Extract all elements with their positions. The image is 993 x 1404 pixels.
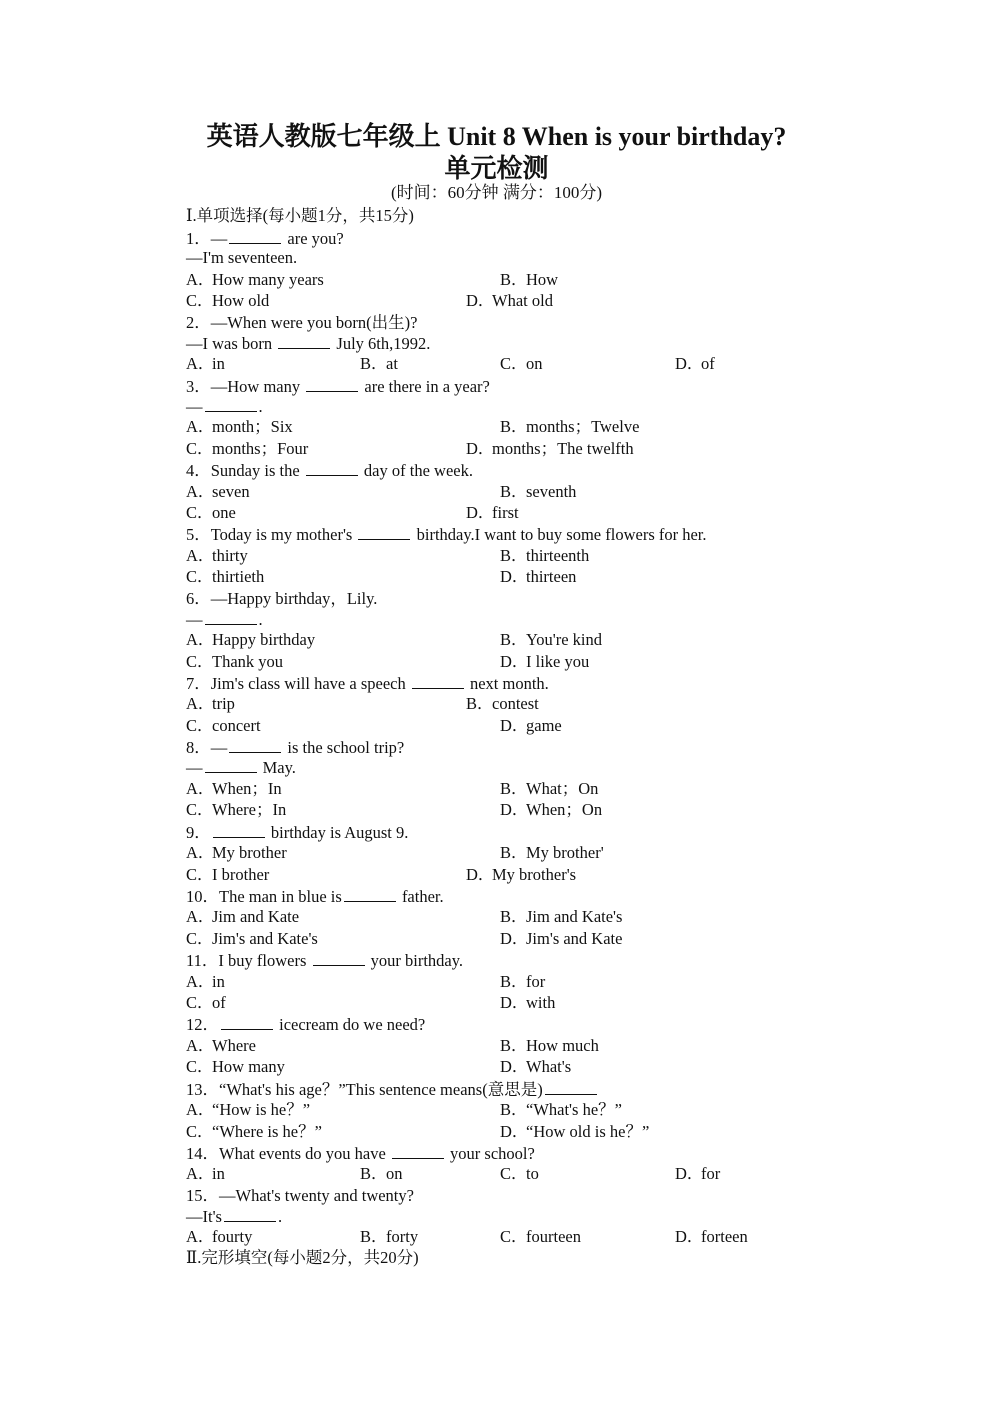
option-14b [360,1164,403,1184]
option-5a [186,546,248,566]
exam-info: (时间：60分钟 满分：100分) [390,183,603,202]
option-5b [500,546,589,566]
option-text: “How is he？” [212,1100,311,1119]
option-letter: A． [186,843,215,862]
option-letter: B． [500,630,528,649]
option-9b [500,843,604,863]
option-14d [675,1164,720,1184]
option-text: on [386,1164,403,1183]
option-3d [466,439,634,459]
question-2-line-2 [186,333,430,354]
question-text: — [186,610,203,629]
answer-blank [278,333,330,349]
option-7b [466,694,539,714]
answer-blank [229,737,281,753]
question-text: 9． [186,823,211,842]
option-letter: B． [360,1164,388,1183]
option-text: of [701,354,715,373]
option-text: Jim's and Kate's [212,929,318,948]
option-3b [500,417,639,437]
option-letter: C． [186,865,214,884]
option-text: thirty [212,546,248,565]
question-text: May. [258,758,296,777]
option-6a [186,630,315,650]
option-text: I like you [526,652,590,671]
answer-blank [313,950,365,966]
option-9a [186,843,287,863]
option-7a [186,694,235,714]
option-text: Jim's and Kate [526,929,623,948]
option-letter: B． [360,1227,388,1246]
question-text: 14．What events do you have [186,1144,390,1163]
option-text: Where [212,1036,256,1055]
option-text: contest [492,694,539,713]
question-text: father. [397,887,444,906]
option-8a [186,779,282,799]
question-text: — [186,397,203,416]
page-subtitle-title: 单元检测 [444,154,549,183]
option-6d [500,652,589,672]
option-letter: D． [675,354,704,373]
option-letter: A． [186,1164,215,1183]
question-text: —I was born [186,334,277,353]
option-text: When；On [526,800,603,819]
option-1b [500,270,558,290]
option-letter: D． [500,929,529,948]
question-11 [186,950,463,971]
question-text: 10．The man in blue is [186,887,342,906]
answer-blank [229,228,281,244]
option-7c [186,716,261,736]
option-letter: B． [500,779,528,798]
option-2a [186,354,225,374]
option-letter: B． [466,694,494,713]
question-9 [186,822,408,843]
option-letter: A． [186,779,215,798]
option-text: in [212,972,225,991]
option-text: How much [526,1036,599,1055]
option-12d [500,1057,571,1077]
option-1c [186,291,269,311]
answer-blank [412,673,464,689]
option-3c [186,439,308,459]
option-letter: C． [186,567,214,586]
option-9d [466,865,576,885]
option-letter: C． [186,291,214,310]
option-letter: C． [186,1057,214,1076]
option-letter: B． [500,1036,528,1055]
option-text: Jim and Kate [212,907,300,926]
answer-blank [344,886,396,902]
option-letter: C． [500,354,528,373]
option-15b [360,1227,418,1247]
question-text: —It's [186,1207,222,1226]
option-15d [675,1227,748,1247]
option-11a [186,972,225,992]
option-letter: C． [500,1164,528,1183]
option-1d [466,291,553,311]
question-6: 6．—Happy birthday，Lily. [186,589,378,608]
question-text: icecream do we need? [275,1015,426,1034]
option-letter: D． [500,1057,529,1076]
option-4d [466,503,519,523]
option-letter: C． [186,716,214,735]
option-letter: D． [500,716,529,735]
option-text: forty [386,1227,419,1246]
section-heading-2: Ⅱ.完形填空(每小题2分，共20分) [186,1248,419,1267]
option-letter: B． [500,907,528,926]
option-text: My brother [212,843,287,862]
question-text: your birthday. [366,951,464,970]
option-letter: C． [186,1122,214,1141]
option-text: at [386,354,398,373]
option-letter: C． [186,800,214,819]
option-3a [186,417,293,437]
question-15-line-2 [186,1206,282,1227]
option-text: for [526,972,546,991]
answer-blank [205,396,257,412]
option-8b [500,779,598,799]
option-letter: D． [500,567,529,586]
option-letter: A． [186,354,215,373]
answer-blank [358,524,410,540]
option-text: for [701,1164,721,1183]
option-12c [186,1057,285,1077]
question-text: — [186,758,203,777]
option-text: My brother's [492,865,577,884]
question-13 [186,1079,599,1100]
option-text: thirteen [526,567,577,586]
option-letter: A． [186,417,215,436]
option-text: Jim and Kate's [526,907,623,926]
option-letter: C． [500,1227,528,1246]
option-letter: A． [186,694,215,713]
question-2: 2．—When were you born(出生)? [186,313,418,332]
option-letter: D． [466,291,495,310]
question-text: . [258,610,263,629]
answer-blank [392,1143,444,1159]
option-letter: A． [186,1227,215,1246]
option-letter: A． [186,907,215,926]
answer-blank [213,822,265,838]
option-letter: C． [186,503,214,522]
question-text: birthday is August 9. [266,823,409,842]
option-letter: C． [186,993,214,1012]
option-13a [186,1100,310,1120]
question-text: 4．Sunday is the [186,461,304,480]
option-letter: D． [500,993,529,1012]
option-15a [186,1227,252,1247]
option-letter: C． [186,929,214,948]
question-3-line-2 [186,396,263,417]
option-text: seventh [526,482,577,501]
option-text: “What's he？” [526,1100,622,1119]
option-letter: B． [500,843,528,862]
option-text: months；Four [212,439,309,458]
option-12b [500,1036,599,1056]
option-text: months；Twelve [526,417,640,436]
option-letter: D． [500,800,529,819]
answer-blank [205,609,257,625]
question-text: 5．Today is my mother's [186,525,357,544]
option-text: thirtieth [212,567,265,586]
option-2d [675,354,715,374]
option-text: concert [212,716,261,735]
option-letter: D． [466,503,495,522]
answer-blank [205,757,257,773]
option-text: fourty [212,1227,253,1246]
option-text: with [526,993,556,1012]
question-text: birthday.I want to buy some flowers for her. [412,525,707,544]
question-text: next month. [465,674,549,693]
option-text: Where；In [212,800,287,819]
option-letter: B． [360,354,388,373]
option-text: trip [212,694,235,713]
answer-blank [306,376,358,392]
question-text: 8．— [186,738,228,757]
question-8-line-2 [186,757,296,778]
question-1 [186,228,344,249]
option-text: thirteenth [526,546,590,565]
option-letter: B． [500,1100,528,1119]
question-7 [186,673,549,694]
question-text: . [277,1207,283,1226]
option-text: “How old is he？” [526,1122,650,1141]
question-text: day of the week. [359,461,473,480]
option-text: How [526,270,559,289]
option-text: months；The twelfth [492,439,634,458]
question-text: is the school trip? [283,738,405,757]
answer-blank [306,460,358,476]
option-text: I brother [212,865,270,884]
option-10b [500,907,622,927]
question-4 [186,460,473,481]
option-4a [186,482,250,502]
option-letter: C． [186,439,214,458]
option-2b [360,354,398,374]
question-text: July 6th,1992. [332,334,431,353]
question-6-line-2 [186,609,263,630]
option-text: of [212,993,226,1012]
question-text: 1．— [186,229,228,248]
option-7d [500,716,562,736]
option-letter: D． [675,1227,704,1246]
section-heading-1: Ⅰ.单项选择(每小题1分，共15分) [186,206,414,225]
page-title: 英语人教版七年级上 Unit 8 When is your birthday? [206,122,787,151]
option-9c [186,865,269,885]
option-text: to [526,1164,539,1183]
question-3 [186,376,490,397]
option-letter: A． [186,1100,215,1119]
option-letter: B． [500,270,528,289]
option-text: When；In [212,779,282,798]
option-8c [186,800,286,820]
option-letter: B． [500,482,528,501]
question-text: 7．Jim's class will have a speech [186,674,410,693]
question-text: 13．“What's his age？”This sentence means(意思是) [186,1080,543,1099]
option-14a [186,1164,225,1184]
option-2c [500,354,543,374]
option-1a [186,270,324,290]
option-text: What old [492,291,553,310]
option-letter: D． [675,1164,704,1183]
option-text: Thank you [212,652,284,671]
option-letter: A． [186,270,215,289]
option-14c [500,1164,539,1184]
question-text: 11．I buy flowers [186,951,311,970]
option-4c [186,503,236,523]
question-12 [186,1014,425,1035]
option-text: How many years [212,270,324,289]
option-letter: B． [500,417,528,436]
option-text: What's [526,1057,572,1076]
option-4b [500,482,576,502]
option-13c [186,1122,322,1142]
question-1-answer-line: —I'm seventeen. [186,248,298,267]
question-text: are you? [283,229,344,248]
option-10d [500,929,622,949]
option-text: game [526,716,562,735]
answer-blank [221,1014,273,1030]
option-letter: A． [186,546,215,565]
question-text: your school? [445,1144,535,1163]
option-letter: D． [500,652,529,671]
question-5 [186,524,707,545]
question-text: 12． [186,1015,219,1034]
option-text: You're kind [526,630,603,649]
option-text: month；Six [212,417,293,436]
option-text: How old [212,291,270,310]
option-text: in [212,354,225,373]
question-10 [186,886,444,907]
option-letter: A． [186,1036,215,1055]
option-letter: A． [186,972,215,991]
option-text: one [212,503,236,522]
option-text: How many [212,1057,285,1076]
option-11b [500,972,545,992]
option-8d [500,800,602,820]
option-letter: B． [500,972,528,991]
option-10a [186,907,299,927]
option-text: My brother' [526,843,604,862]
option-text: “Where is he？” [212,1122,322,1141]
option-letter: A． [186,630,215,649]
option-letter: C． [186,652,214,671]
option-11d [500,993,555,1013]
option-letter: B． [500,546,528,565]
option-13d [500,1122,649,1142]
question-14 [186,1143,535,1164]
option-text: seven [212,482,250,501]
question-15: 15．—What's twenty and twenty? [186,1186,414,1205]
option-6c [186,652,283,672]
option-text: forteen [701,1227,748,1246]
option-letter: D． [500,1122,529,1141]
option-text: on [526,354,543,373]
option-15c [500,1227,581,1247]
option-text: in [212,1164,225,1183]
option-text: What；On [526,779,599,798]
question-text: . [258,397,263,416]
question-text: are there in a year? [360,377,490,396]
answer-blank [545,1079,597,1095]
answer-blank [224,1206,276,1222]
question-8 [186,737,404,758]
option-text: Happy birthday [212,630,316,649]
option-letter: D． [466,439,495,458]
option-11c [186,993,226,1013]
option-text: first [492,503,519,522]
option-5c [186,567,264,587]
option-13b [500,1100,622,1120]
option-text: fourteen [526,1227,581,1246]
question-text: 3．—How many [186,377,305,396]
option-6b [500,630,602,650]
option-5d [500,567,576,587]
option-letter: A． [186,482,215,501]
option-10c [186,929,318,949]
option-12a [186,1036,256,1056]
option-letter: D． [466,865,495,884]
